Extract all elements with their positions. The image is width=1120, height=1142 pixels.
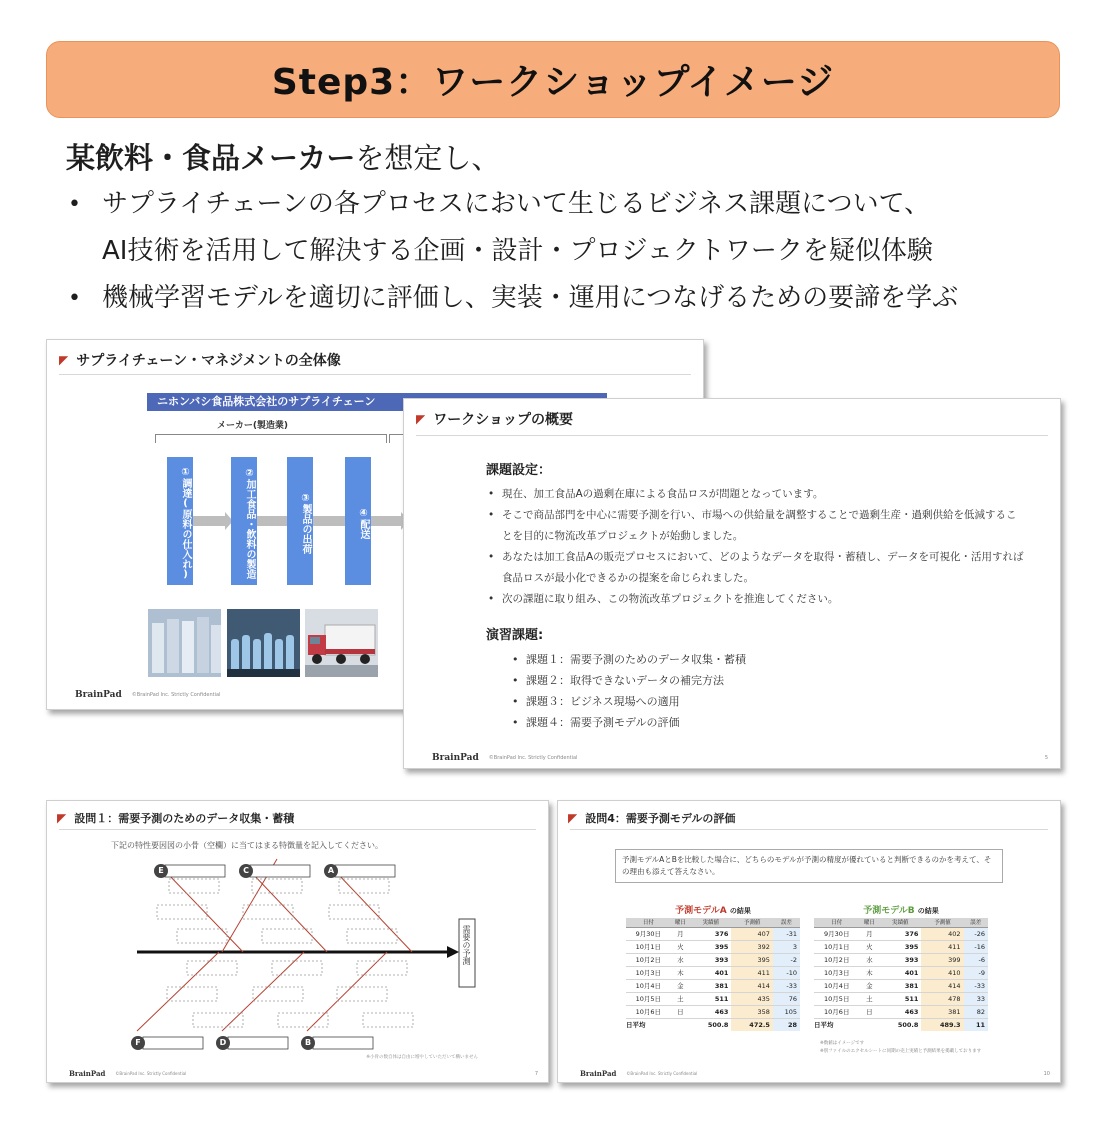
column-header: 曜日: [860, 918, 880, 927]
overview-body: [486, 459, 1026, 733]
brainpad-logo: BrainPad: [580, 1069, 617, 1078]
table-cell: 402: [921, 927, 963, 940]
task-list: [510, 649, 1026, 733]
table-cell: 411: [731, 966, 772, 979]
table-row: [626, 992, 800, 1005]
list-item: • 課題３：ビジネス現場への適用: [510, 691, 1026, 712]
table-cell: 10月1日: [626, 940, 671, 953]
list-item: • 課題４：需要予測モデルの評価: [510, 712, 1026, 733]
table-row: [814, 953, 988, 966]
table-cell: 76: [773, 992, 800, 1005]
table-row: [814, 1005, 988, 1018]
table-cell: 火: [671, 940, 690, 953]
copyright: ©BrainPad Inc. Strictly Confidential: [488, 755, 578, 761]
table-row: [626, 927, 800, 940]
table-cell: 日平均: [814, 1018, 860, 1031]
label-a: A: [324, 864, 338, 878]
fishbone-diagram: [47, 801, 549, 1083]
table-cell: 木: [671, 966, 690, 979]
label-f: F: [131, 1036, 145, 1050]
table-cell: [671, 1018, 690, 1031]
page-number: 10: [1043, 1071, 1050, 1077]
list-item: • 現在、加工食品Aの過剰在庫による食品ロスが問題となっています。: [486, 484, 1026, 505]
table-row: [814, 979, 988, 992]
table-cell: 水: [860, 953, 880, 966]
table-cell: -10: [773, 966, 800, 979]
table-cell: 401: [879, 966, 921, 979]
step-manufacturing: ②加工食品・飲料の製造: [231, 457, 257, 585]
table-cell: 日: [671, 1005, 690, 1018]
maker-bracket: [155, 434, 387, 443]
step-procurement: ①調達(原料の仕入れ): [167, 457, 193, 585]
column-header: 実績値: [879, 918, 921, 927]
intro-bullet-2: • 機械学習モデルを適切に評価し、実装・運用につなげるための要諦を学ぶ: [66, 275, 1066, 322]
table-cell: -33: [964, 979, 988, 992]
slide-title: ◤ 設問4：需要予測モデルの評価: [568, 811, 736, 825]
table-cell: 10月5日: [814, 992, 860, 1005]
table-cell: 399: [921, 953, 963, 966]
table-cell: 水: [671, 953, 690, 966]
table-cell: 82: [964, 1005, 988, 1018]
table-cell: -26: [964, 927, 988, 940]
column-header: 誤差: [964, 918, 988, 927]
table-cell: 金: [671, 979, 690, 992]
column-header: 予測値: [731, 918, 772, 927]
table-cell: 月: [860, 927, 880, 940]
table-cell: 11: [964, 1018, 988, 1031]
table-cell: 33: [964, 992, 988, 1005]
copyright: ©BrainPad Inc. Strictly Confidential: [115, 1071, 187, 1076]
table-cell: 414: [731, 979, 772, 992]
table-cell: -9: [964, 966, 988, 979]
question-box: 予測モデルAとBを比較した場合に、どちらのモデルが予測の精度が優れていると判断できるのかを考えて、その理由も添えて答えなさい。: [615, 849, 1003, 883]
brand-mark-icon: ◤: [416, 412, 426, 426]
table-cell: 376: [690, 927, 731, 940]
table-cell: 28: [773, 1018, 800, 1031]
table-cell: 376: [879, 927, 921, 940]
column-header: 曜日: [671, 918, 690, 927]
table-cell: 10月3日: [814, 966, 860, 979]
table-cell: 381: [879, 979, 921, 992]
brainpad-logo: BrainPad: [432, 753, 479, 763]
table-cell: 日平均: [626, 1018, 671, 1031]
company-band: ニホンバシ食品株式会社のサプライチェーン: [147, 393, 607, 411]
intro-heading: [66, 136, 1066, 177]
table-cell: 火: [860, 940, 880, 953]
column-header: 予測値: [921, 918, 963, 927]
slide-footer: [69, 1069, 186, 1078]
copyright: ©BrainPad Inc. Strictly Confidential: [626, 1071, 698, 1076]
divider: [416, 435, 1048, 436]
model-a-table: [626, 903, 800, 1031]
label-c: C: [239, 864, 253, 878]
label-b: B: [301, 1036, 315, 1050]
label-e: E: [154, 864, 168, 878]
list-item: • そこで商品部門を中心に需要予測を行い、市場への供給量を調整することで過剰生産・過剰供給を低減することを目的に物流改革プロジェクトが始動しました。: [486, 505, 1026, 547]
table-row: [814, 966, 988, 979]
intro-section: [66, 136, 1066, 322]
table-row: [814, 992, 988, 1005]
banner-title: Step3：ワークショップイメージ: [271, 62, 835, 103]
table-cell: 410: [921, 966, 963, 979]
list-item: • あなたは加工食品Aの販売プロセスにおいて、どのようなデータを取得・蓄積し、データを可視化・活用すれば食品ロスが最小化できるかの提案を命じられました。: [486, 547, 1026, 589]
slide-footer: [432, 753, 577, 763]
table-cell: 10月2日: [626, 953, 671, 966]
table-cell: 105: [773, 1005, 800, 1018]
average-row: [814, 1018, 988, 1031]
demand-forecast-label: 需要の予測: [462, 925, 471, 965]
table-row: [814, 940, 988, 953]
column-header: 実績値: [690, 918, 731, 927]
copyright: ©BrainPad Inc. Strictly Confidential: [131, 692, 221, 698]
table-cell: 10月1日: [814, 940, 860, 953]
label-d: D: [216, 1036, 230, 1050]
table-row: [626, 966, 800, 979]
table-cell: 500.8: [690, 1018, 731, 1031]
tanks-photo: [148, 609, 221, 677]
intro-bullet-1: • サプライチェーンの各プロセスにおいて生じるビジネス課題について、 AI技術を活用して解決する企画・設計・プロジェクトワークを疑似体験: [66, 181, 1066, 275]
table-cell: 393: [879, 953, 921, 966]
intro-bullets: [66, 181, 1066, 322]
arrow-icon: [371, 516, 401, 526]
table-cell: 381: [921, 1005, 963, 1018]
table-cell: 395: [879, 940, 921, 953]
table-cell: 木: [860, 966, 880, 979]
footnotes: ※数値はイメージです ※別ファイルのエクセルシートに同期の売上実績と予測結果を掲載しております: [820, 1041, 982, 1054]
table-cell: 392: [731, 940, 772, 953]
column-header: 日付: [626, 918, 671, 927]
table-cell: 463: [690, 1005, 731, 1018]
brand-mark-icon: ◤: [568, 811, 578, 825]
table-cell: 3: [773, 940, 800, 953]
arrow-icon: [313, 516, 345, 526]
slide-title: ◤ 設問１：需要予測のためのデータ収集・蓄積: [57, 811, 295, 825]
table-cell: 10月4日: [626, 979, 671, 992]
section-heading-problem: 課題設定：: [486, 463, 552, 478]
table-cell: 9月30日: [814, 927, 860, 940]
slide-title: ◤ サプライチェーン・マネジメントの全体像: [59, 353, 341, 369]
table-caption: 予測モデルA の結果: [675, 906, 751, 916]
table-row: [626, 979, 800, 992]
brand-mark-icon: ◤: [57, 811, 67, 825]
table-cell: 358: [731, 1005, 772, 1018]
list-item: • 次の課題に取り組み、この物流改革プロジェクトを推進してください。: [486, 589, 1026, 610]
table-cell: -31: [773, 927, 800, 940]
slide-workshop-overview: [403, 398, 1061, 769]
table-cell: 411: [921, 940, 963, 953]
brand-mark-icon: ◤: [59, 353, 69, 367]
arrow-icon: [257, 516, 289, 526]
intro-heading-rest: を想定し、: [355, 141, 501, 175]
slide-title: ◤ ワークショップの概要: [416, 412, 573, 428]
average-row: [626, 1018, 800, 1031]
table-cell: 10月3日: [626, 966, 671, 979]
table-caption: 予測モデルB の結果: [863, 906, 939, 916]
table-cell: 日: [860, 1005, 880, 1018]
table-cell: 511: [690, 992, 731, 1005]
truck-photo: [305, 609, 378, 677]
slide-footer: [75, 690, 220, 700]
brainpad-logo: BrainPad: [69, 1069, 106, 1078]
table-cell: 9月30日: [626, 927, 671, 940]
table-cell: 土: [860, 992, 880, 1005]
table-row: [626, 953, 800, 966]
step-shipping: ③製品の出荷: [287, 457, 313, 585]
model-b-table: [814, 903, 988, 1031]
table-cell: 土: [671, 992, 690, 1005]
arrow-icon: [193, 516, 225, 526]
intro-bullet-1-cont: AI技術を活用して解決する企画・設計・プロジェクトワークを疑似体験: [102, 236, 933, 266]
divider: [570, 829, 1048, 830]
maker-label: メーカー(製造業): [217, 421, 289, 431]
brainpad-logo: BrainPad: [75, 690, 122, 700]
slide-fishbone: [46, 800, 549, 1083]
table-cell: -33: [773, 979, 800, 992]
page-number: 7: [534, 1071, 538, 1077]
table-row: [626, 1005, 800, 1018]
table-cell: 478: [921, 992, 963, 1005]
table-cell: 500.8: [879, 1018, 921, 1031]
instruction: 下記の特性要因図の小骨（空欄）に当てはまる特徴量を記入してください。: [111, 841, 383, 850]
table-row: [626, 940, 800, 953]
slide-model-evaluation: [557, 800, 1061, 1083]
column-header: 日付: [814, 918, 860, 927]
column-header: 誤差: [773, 918, 800, 927]
footnote: ※小骨の数自体は自由に増やしていただいて構いません: [366, 1055, 478, 1060]
table-row: [814, 927, 988, 940]
table-cell: 511: [879, 992, 921, 1005]
table-cell: 金: [860, 979, 880, 992]
table-cell: 393: [690, 953, 731, 966]
table-cell: 月: [671, 927, 690, 940]
table-cell: 10月6日: [814, 1005, 860, 1018]
table-cell: 395: [690, 940, 731, 953]
table-cell: 401: [690, 966, 731, 979]
table-cell: 10月6日: [626, 1005, 671, 1018]
slide-footer: [580, 1069, 697, 1078]
table-cell: 489.3: [921, 1018, 963, 1031]
table-cell: 435: [731, 992, 772, 1005]
title-banner: [46, 41, 1060, 118]
table-cell: -2: [773, 953, 800, 966]
table-cell: 381: [690, 979, 731, 992]
table-cell: 472.5: [731, 1018, 772, 1031]
table-cell: 10月2日: [814, 953, 860, 966]
section-heading-tasks: 演習課題:: [486, 628, 544, 643]
intro-heading-bold: 某飲料・食品メーカー: [66, 141, 356, 175]
list-item: • 課題２：取得できないデータの補完方法: [510, 670, 1026, 691]
divider: [59, 374, 691, 375]
table-cell: [860, 1018, 880, 1031]
table-cell: 414: [921, 979, 963, 992]
table-cell: 463: [879, 1005, 921, 1018]
problem-list: [486, 484, 1026, 610]
table-cell: -16: [964, 940, 988, 953]
table-cell: 407: [731, 927, 772, 940]
table-cell: 10月4日: [814, 979, 860, 992]
list-item: • 課題１：需要予測のためのデータ収集・蓄積: [510, 649, 1026, 670]
bottles-photo: [227, 609, 300, 677]
table-cell: -6: [964, 953, 988, 966]
table-cell: 10月5日: [626, 992, 671, 1005]
page-number: 5: [1044, 755, 1048, 761]
table-cell: 395: [731, 953, 772, 966]
step-delivery: ④配送: [345, 457, 371, 585]
